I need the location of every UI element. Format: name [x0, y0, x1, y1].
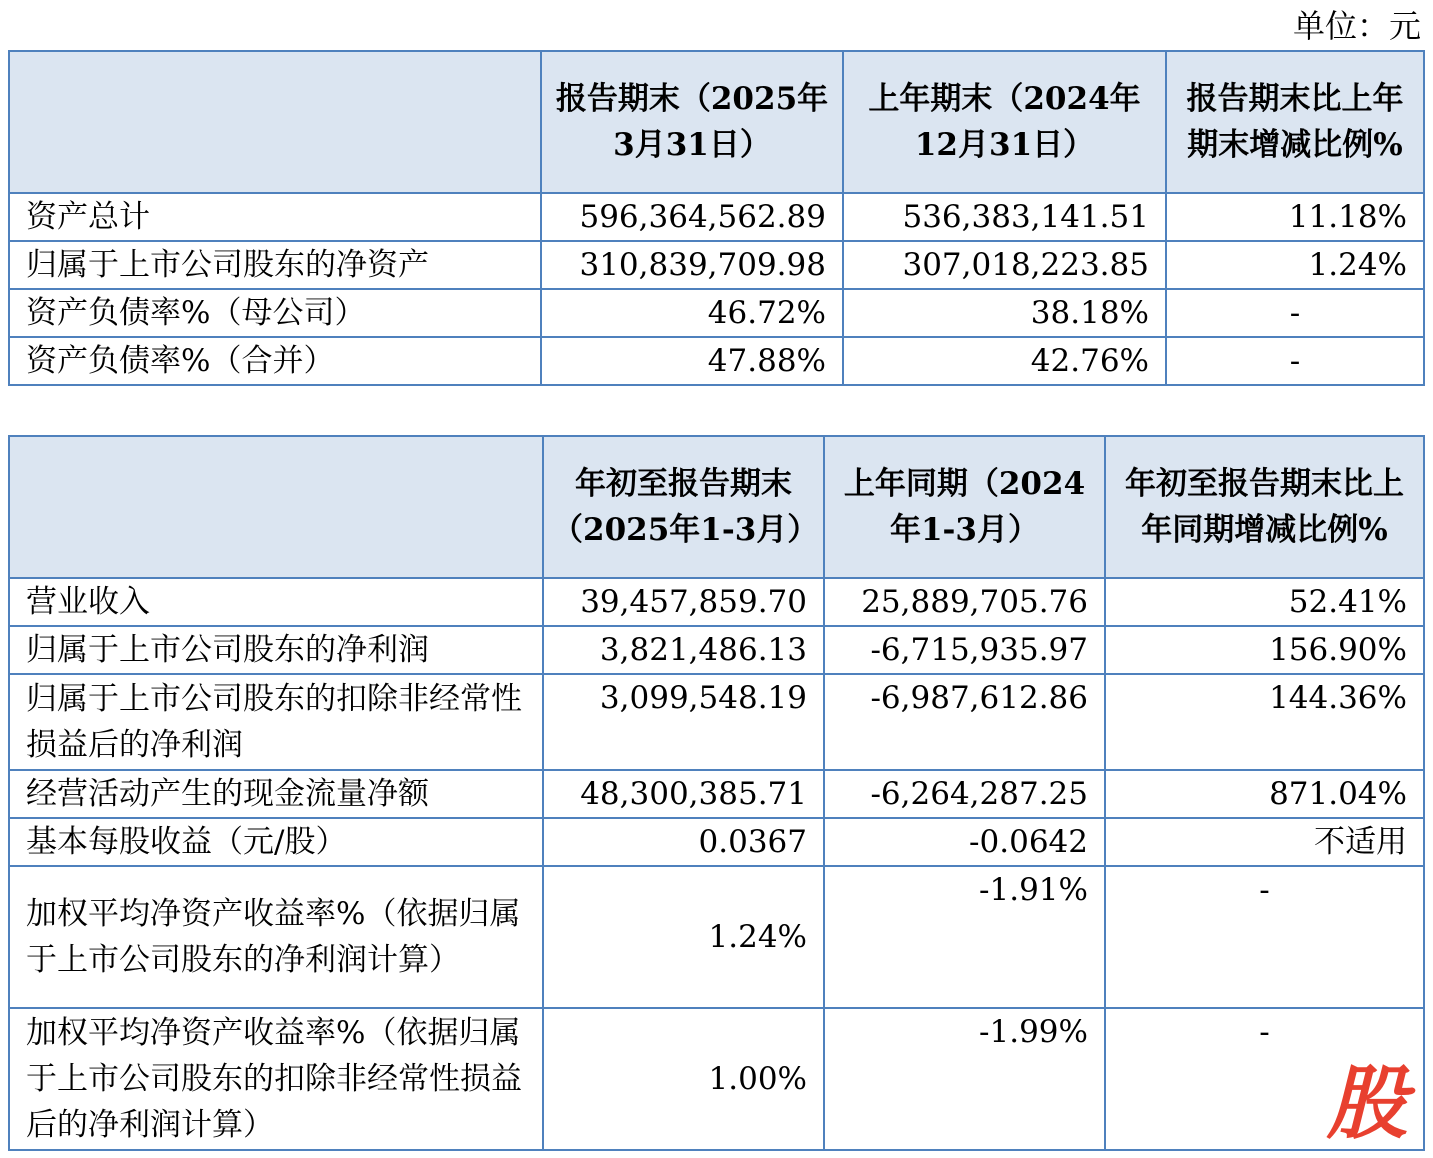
- row-value-current: 48,300,385.71: [543, 770, 824, 818]
- row-value-prior: 38.18%: [843, 289, 1166, 337]
- balance-sheet-table: [8, 50, 1425, 386]
- row-value-current: 46.72%: [541, 289, 843, 337]
- row-label: 基本每股收益（元/股）: [9, 818, 543, 866]
- row-value-prior: 307,018,223.85: [843, 241, 1166, 289]
- income-table: [8, 435, 1425, 1151]
- row-value-prior: 25,889,705.76: [824, 578, 1105, 626]
- table-row: [9, 241, 1424, 289]
- row-label: 营业收入: [9, 578, 543, 626]
- row-value-change: -: [1166, 337, 1424, 385]
- row-value-prior: -1.91%: [824, 866, 1105, 1008]
- table-row: [9, 866, 1424, 1008]
- row-label: 归属于上市公司股东的净利润: [9, 626, 543, 674]
- header-cell-ytd: 年初至报告期末（2025年1-3月）: [543, 436, 824, 578]
- row-value-change: 156.90%: [1105, 626, 1424, 674]
- row-value-prior: -1.99%: [824, 1008, 1105, 1150]
- row-value-prior: -6,987,612.86: [824, 674, 1105, 770]
- row-value-change: 871.04%: [1105, 770, 1424, 818]
- table-header-row: [9, 436, 1424, 578]
- table-row: [9, 193, 1424, 241]
- row-value-change: 52.41%: [1105, 578, 1424, 626]
- row-value-current: 1.00%: [543, 1008, 824, 1150]
- row-value-current: 3,099,548.19: [543, 674, 824, 770]
- row-value-current: 47.88%: [541, 337, 843, 385]
- table-row: [9, 818, 1424, 866]
- table-row: [9, 289, 1424, 337]
- table-row: [9, 1008, 1424, 1150]
- row-value-change: 11.18%: [1166, 193, 1424, 241]
- row-label: 经营活动产生的现金流量净额: [9, 770, 543, 818]
- table-row: [9, 337, 1424, 385]
- row-value-current: 39,457,859.70: [543, 578, 824, 626]
- row-value-prior: -6,715,935.97: [824, 626, 1105, 674]
- row-value-current: 1.24%: [543, 866, 824, 1008]
- row-value-change: -: [1166, 289, 1424, 337]
- row-label: 加权平均净资产收益率%（依据归属于上市公司股东的扣除非经常性损益后的净利润计算）: [9, 1008, 543, 1150]
- row-label: 资产负债率%（母公司）: [9, 289, 541, 337]
- row-label: 归属于上市公司股东的净资产: [9, 241, 541, 289]
- row-value-change: -: [1105, 866, 1424, 1008]
- header-cell-change-pct: 报告期末比上年期末增减比例%: [1166, 51, 1424, 193]
- row-value-change: 144.36%: [1105, 674, 1424, 770]
- row-label: 加权平均净资产收益率%（依据归属于上市公司股东的净利润计算）: [9, 866, 543, 1008]
- header-cell-change-pct: 年初至报告期末比上年同期增减比例%: [1105, 436, 1424, 578]
- row-value-prior: 536,383,141.51: [843, 193, 1166, 241]
- table-row: [9, 674, 1424, 770]
- row-value-prior: 42.76%: [843, 337, 1166, 385]
- row-value-current: 310,839,709.98: [541, 241, 843, 289]
- table-header-row: [9, 51, 1424, 193]
- row-value-change: -: [1105, 1008, 1424, 1150]
- row-value-current: 596,364,562.89: [541, 193, 843, 241]
- header-cell-label: [9, 436, 543, 578]
- unit-label: 单位：元: [1292, 7, 1421, 45]
- row-value-prior: -0.0642: [824, 818, 1105, 866]
- row-label: 资产负债率%（合并）: [9, 337, 541, 385]
- row-value-change: 不适用: [1105, 818, 1424, 866]
- header-cell-label: [9, 51, 541, 193]
- table-row: [9, 578, 1424, 626]
- row-value-current: 0.0367: [543, 818, 824, 866]
- row-label: 资产总计: [9, 193, 541, 241]
- header-cell-prior-period: 上年同期（2024年1-3月）: [824, 436, 1105, 578]
- header-cell-period-end: 报告期末（2025年3月31日）: [541, 51, 843, 193]
- table-row: [9, 626, 1424, 674]
- row-value-current: 3,821,486.13: [543, 626, 824, 674]
- stock-logo-watermark: 股: [1327, 1057, 1407, 1150]
- header-cell-prior-year-end: 上年期末（2024年12月31日）: [843, 51, 1166, 193]
- table-row: [9, 770, 1424, 818]
- row-value-prior: -6,264,287.25: [824, 770, 1105, 818]
- row-value-change: 1.24%: [1166, 241, 1424, 289]
- row-label: 归属于上市公司股东的扣除非经常性损益后的净利润: [9, 674, 543, 770]
